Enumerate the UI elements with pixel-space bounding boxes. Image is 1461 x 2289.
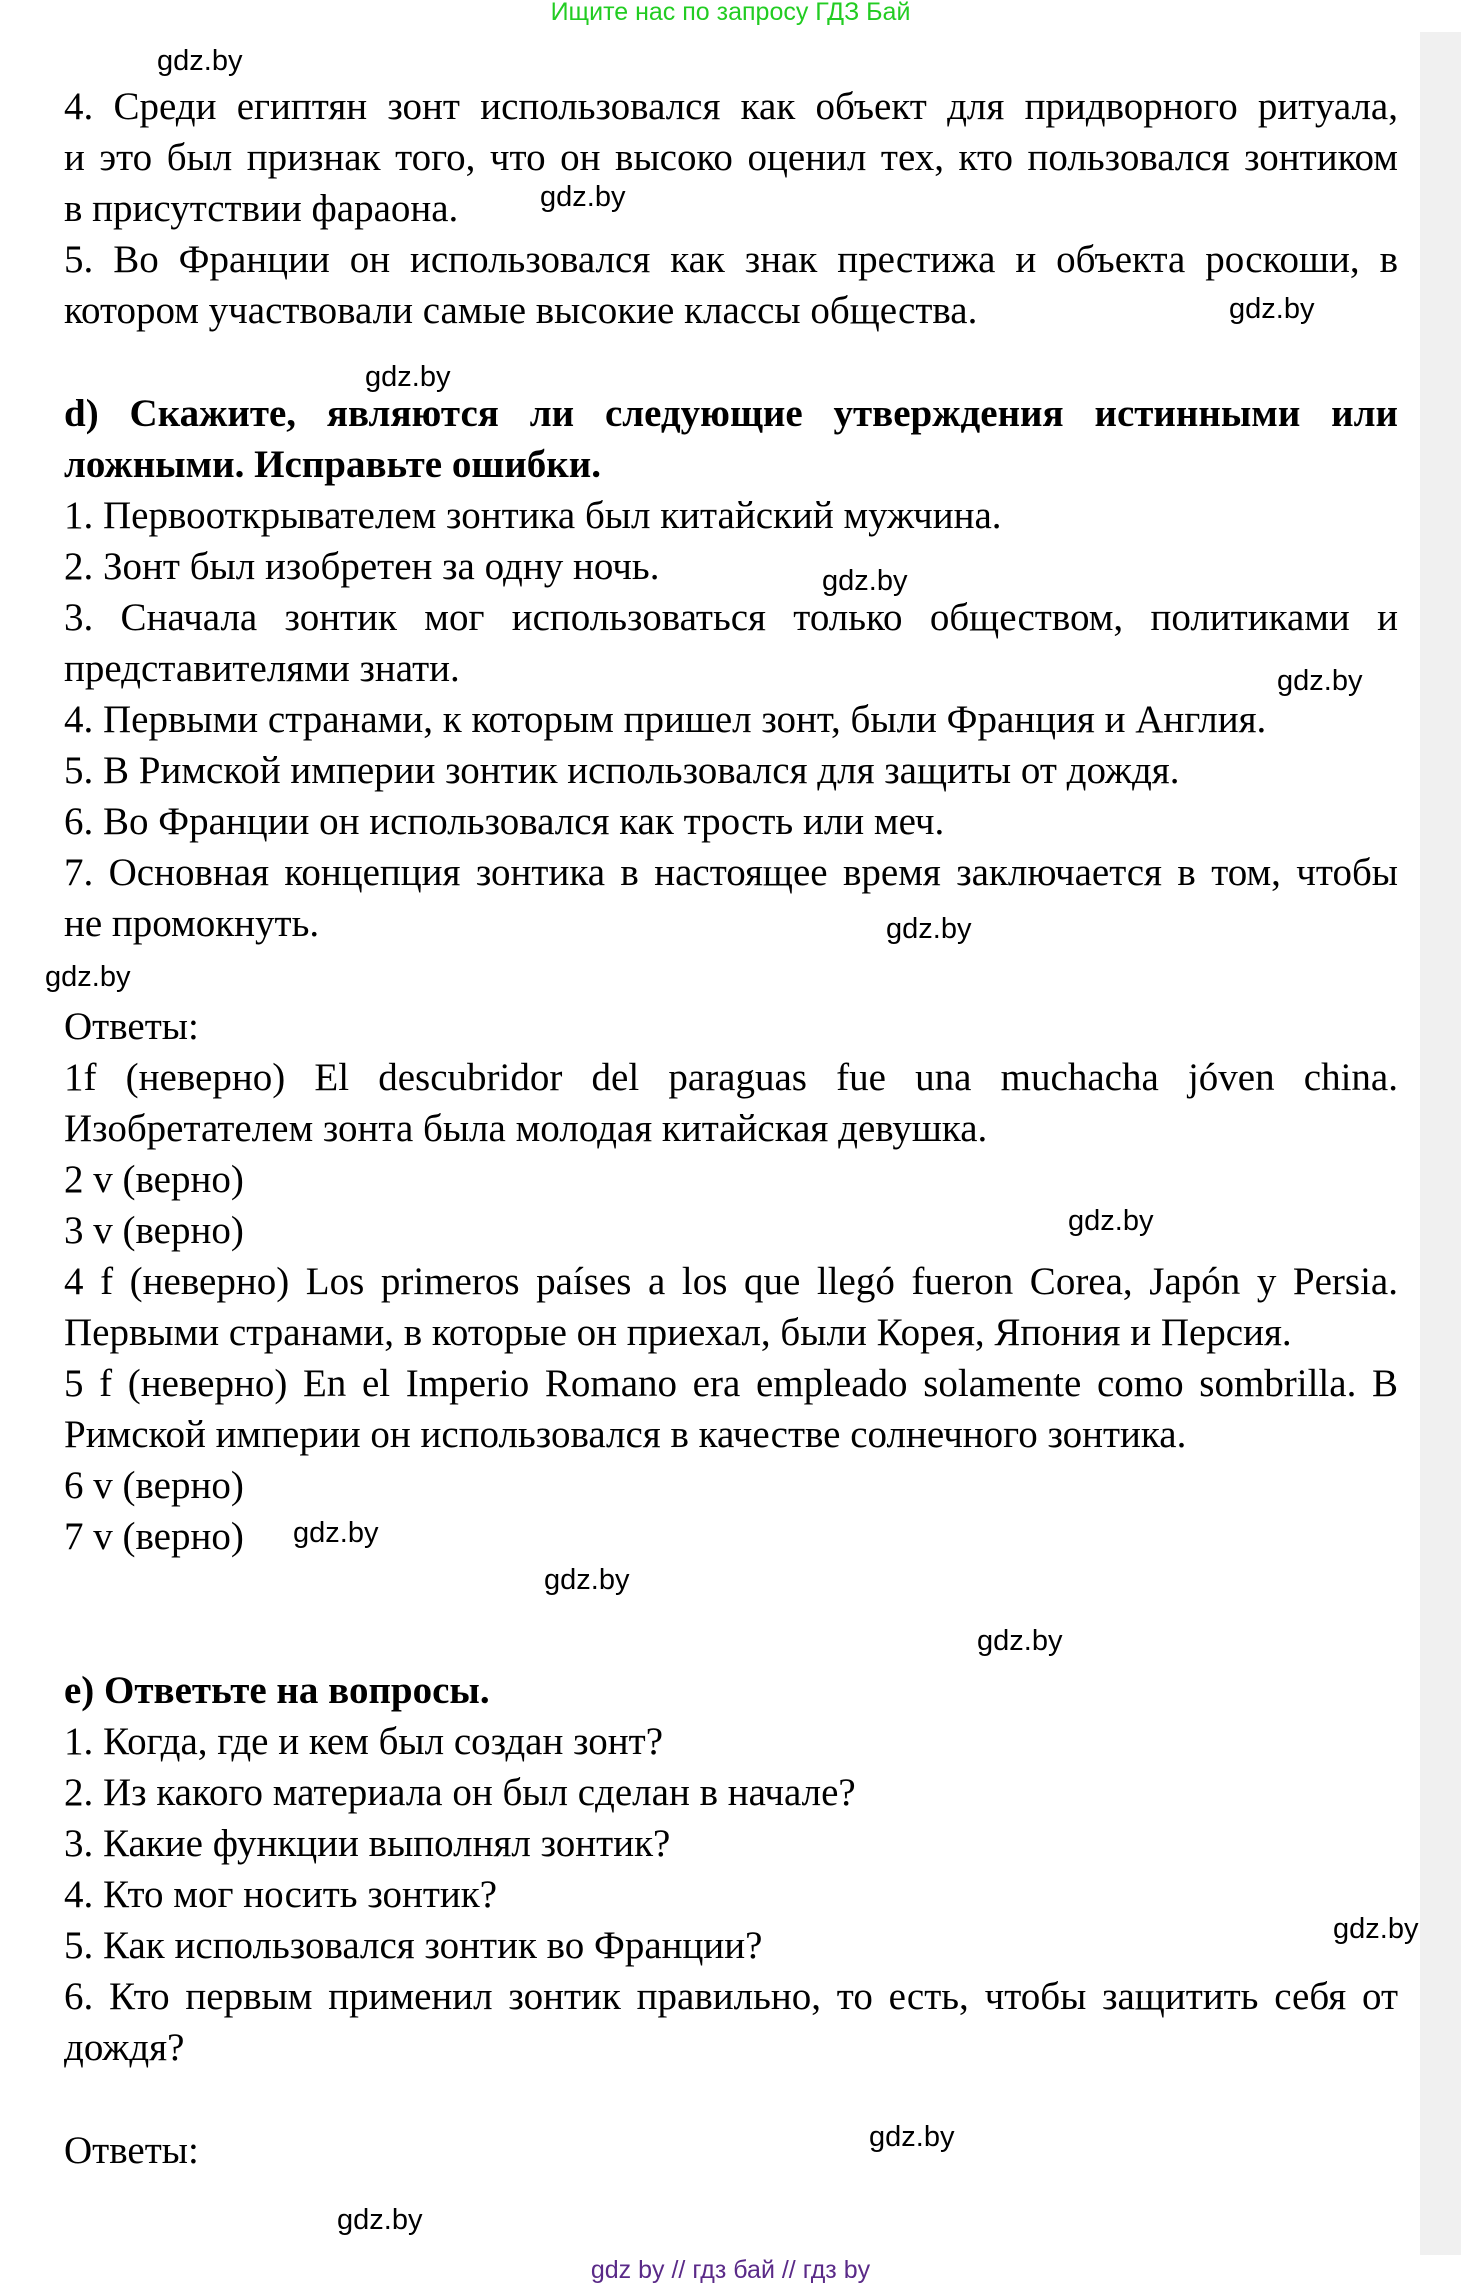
watermark: gdz.by [293,1517,379,1549]
watermark: gdz.by [540,181,626,213]
watermark: gdz.by [869,2121,955,2153]
text-line: 7 v (верно) [64,1515,244,1558]
watermark: gdz.by [1333,1913,1419,1945]
text-line: 4. Среди египтян зонт использовался как объект для придворного ритуала, [64,85,1398,128]
watermark: gdz.by [544,1564,630,1596]
text-line: 4. Первыми странами, к которым пришел зонт, были Франция и Англия. [64,698,1267,741]
watermark: gdz.by [1277,665,1363,697]
text-line: в присутствии фараона. [64,187,459,230]
footer-links[interactable]: gdz by // гдз бай // гдз by [590,2256,871,2284]
answers-label: Ответы: [64,2129,199,2172]
text-line: 2 v (верно) [64,1158,244,1201]
watermark: gdz.by [1068,1205,1154,1237]
text-line: 5. Как использовался зонтик во Франции? [64,1924,763,1967]
text-line: 7. Основная концепция зонтика в настоящее время заключается в том, чтобы [64,851,1398,894]
watermark: gdz.by [45,961,131,993]
text-line: 4 f (неверно) Los primeros países a los que llegó fueron Corea, Japón y Persia. [64,1260,1398,1303]
text-line: 2. Зонт был изобретен за одну ночь. [64,545,660,588]
answers-label: Ответы: [64,1005,199,1048]
watermark: gdz.by [365,361,451,393]
text-line: Изобретателем зонта была молодая китайская девушка. [64,1107,988,1150]
text-line: и это был признак того, что он высоко оценил тех, кто пользовался зонтиком [64,136,1398,179]
text-line: 1. Когда, где и кем был создан зонт? [64,1720,664,1763]
section-heading-d: d) Скажите, являются ли следующие утверждения истинными или [64,392,1398,435]
text-line: 6. Кто первым применил зонтик правильно, то есть, чтобы защитить себя от [64,1975,1398,2018]
text-line: 1. Первооткрывателем зонтика был китайский мужчина. [64,494,1002,537]
text-line: представителями знати. [64,647,460,690]
text-line: Первыми странами, в которые он приехал, были Корея, Япония и Персия. [64,1311,1292,1354]
text-line: 5. В Римской империи зонтик использовался для защиты от дождя. [64,749,1180,792]
text-line: 1f (неверно) El descubridor del paraguas fue una muchacha jóven china. [64,1056,1398,1099]
text-line: 3. Сначала зонтик мог использоваться только обществом, политиками и [64,596,1398,639]
section-heading-d-cont: ложными. Исправьте ошибки. [64,443,601,486]
text-line: не промокнуть. [64,902,320,945]
watermark: gdz.by [157,45,243,77]
watermark: gdz.by [1229,293,1315,325]
text-line: Римской империи он использовался в качестве солнечного зонтика. [64,1413,1187,1456]
watermark: gdz.by [977,1625,1063,1657]
text-line: дождя? [64,2026,185,2069]
text-line: 6. Во Франции он использовался как трость или меч. [64,800,945,843]
text-line: котором участвовали самые высокие классы общества. [64,289,978,332]
header-banner: Ищите нас по запросу ГДЗ Бай [550,0,911,26]
text-line: 3. Какие функции выполнял зонтик? [64,1822,671,1865]
text-line: 4. Кто мог носить зонтик? [64,1873,498,1916]
watermark: gdz.by [337,2204,423,2236]
text-line: 6 v (верно) [64,1464,244,1507]
section-heading-e: e) Ответьте на вопросы. [64,1669,490,1712]
text-line: 3 v (верно) [64,1209,244,1252]
text-line: 5. Во Франции он использовался как знак престижа и объекта роскоши, в [64,238,1398,281]
text-line: 5 f (неверно) En el Imperio Romano era empleado solamente como sombrilla. В [64,1362,1398,1405]
text-line: 2. Из какого материала он был сделан в начале? [64,1771,856,1814]
scrollbar-track[interactable] [1420,32,1461,2255]
watermark: gdz.by [886,913,972,945]
watermark: gdz.by [822,565,908,597]
